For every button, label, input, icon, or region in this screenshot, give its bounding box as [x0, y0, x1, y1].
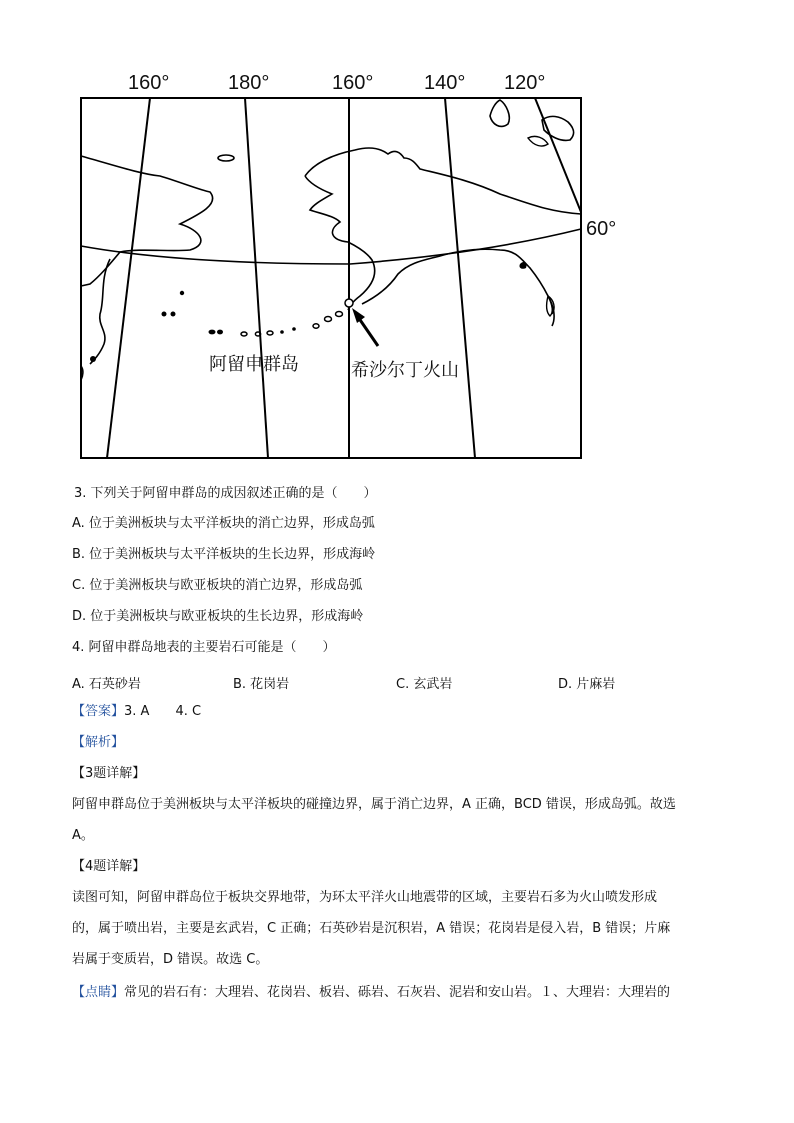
- q4-option-a: A. 石英砂岩: [72, 677, 141, 692]
- lon-label-160: 160°: [332, 72, 374, 94]
- lon-label-160w: 160°: [128, 72, 170, 94]
- q3-stem: 3. 下列关于阿留申群岛的成因叙述正确的是（ ）: [74, 486, 377, 501]
- analysis-tag: 【解析】: [72, 735, 125, 750]
- island-dot: [171, 312, 176, 317]
- q3-option-b: B. 位于美洲板块与太平洋板块的生长边界，形成海岭: [72, 547, 376, 562]
- answer-tag: 【答案】: [72, 704, 125, 719]
- kamchatka-point: [90, 356, 96, 362]
- comment-text: 常见的岩石有：大理岩、花岗岩、板岩、砾岩、石灰岩、泥岩和安山岩。１、大理岩：大理岩的: [124, 985, 671, 1000]
- map-frame: [81, 98, 581, 458]
- volcano-marker: [345, 299, 353, 307]
- meridian-180: [245, 98, 268, 458]
- meridian-140: [445, 98, 475, 458]
- arctic-island-1: [490, 100, 509, 126]
- detail3-heading: 【3题详解】: [72, 766, 146, 781]
- island-dot: [162, 312, 167, 317]
- q4-option-b: B. 花岗岩: [233, 677, 290, 692]
- volcano-arrow-head: [352, 308, 365, 323]
- aleutian-islands-label: 阿留申群岛: [209, 354, 299, 375]
- meridian-120: [535, 98, 581, 212]
- detail4-line1: 读图可知，阿留申群岛位于板块交界地带，为环太平洋火山地震带的区域，主要岩石多为火山喷发形成: [72, 890, 658, 905]
- alaska-aleutian-map: [60, 64, 620, 464]
- comment-line: [72, 985, 670, 1001]
- q3-option-d: D. 位于美洲板块与欧亚板块的生长边界，形成海岭: [72, 609, 364, 624]
- q3-option-a: A. 位于美洲板块与太平洋板块的消亡边界，形成岛弧: [72, 516, 375, 531]
- comment-tag: 【点睛】: [72, 985, 125, 1000]
- island-dot: [217, 330, 223, 335]
- lon-label-120: 120°: [504, 72, 546, 94]
- parallel-60: [81, 229, 581, 264]
- detail4-line3: 岩属于变质岩，D 错误。故选 C。: [72, 952, 269, 967]
- alaska-west-coast: [305, 176, 375, 310]
- island-dot: [280, 330, 284, 334]
- st-lawrence-island: [218, 155, 234, 161]
- detail4-line2: 的，属于喷出岩，主要是玄武岩，C 正确；石英砂岩是沉积岩，A 错误；花岗岩是侵入岩，B 错误；片麻: [72, 921, 671, 936]
- detail3-line2: A。: [72, 828, 94, 843]
- island-dot: [336, 312, 343, 317]
- detail4-heading: 【4题详解】: [72, 859, 146, 874]
- island-dot: [180, 291, 184, 295]
- alaska-north-coast: [305, 148, 581, 214]
- q4-option-d: D. 片麻岩: [558, 677, 616, 692]
- lat-label-60: 60°: [586, 218, 617, 240]
- coastal-islet: [519, 262, 526, 269]
- lon-label-140: 140°: [424, 72, 466, 94]
- lon-label-180: 180°: [228, 72, 270, 94]
- island-dot: [241, 332, 247, 336]
- answer-text: 3. A 4. C: [124, 704, 202, 719]
- island-dot: [325, 317, 332, 322]
- detail3-line1: 阿留申群岛位于美洲板块与太平洋板块的碰撞边界，属于消亡边界，A 正确，BCD 错误，形成岛弧。故选: [72, 797, 676, 812]
- answer-line: [72, 704, 201, 720]
- island-dot: [292, 327, 296, 331]
- island-dot: [209, 330, 216, 335]
- meridian-160w: [107, 98, 150, 458]
- siberia-coast: [81, 156, 213, 286]
- shishaldin-volcano-label: 希沙尔丁火山: [351, 360, 459, 381]
- q4-stem: 4. 阿留申群岛地表的主要岩石可能是（ ）: [72, 640, 336, 655]
- q3-option-c: C. 位于美洲板块与欧亚板块的消亡边界，形成岛弧: [72, 578, 363, 593]
- island-dot: [267, 331, 273, 335]
- island-dot: [313, 324, 319, 328]
- map-drawing: [60, 64, 620, 464]
- q4-option-c: C. 玄武岩: [396, 677, 453, 692]
